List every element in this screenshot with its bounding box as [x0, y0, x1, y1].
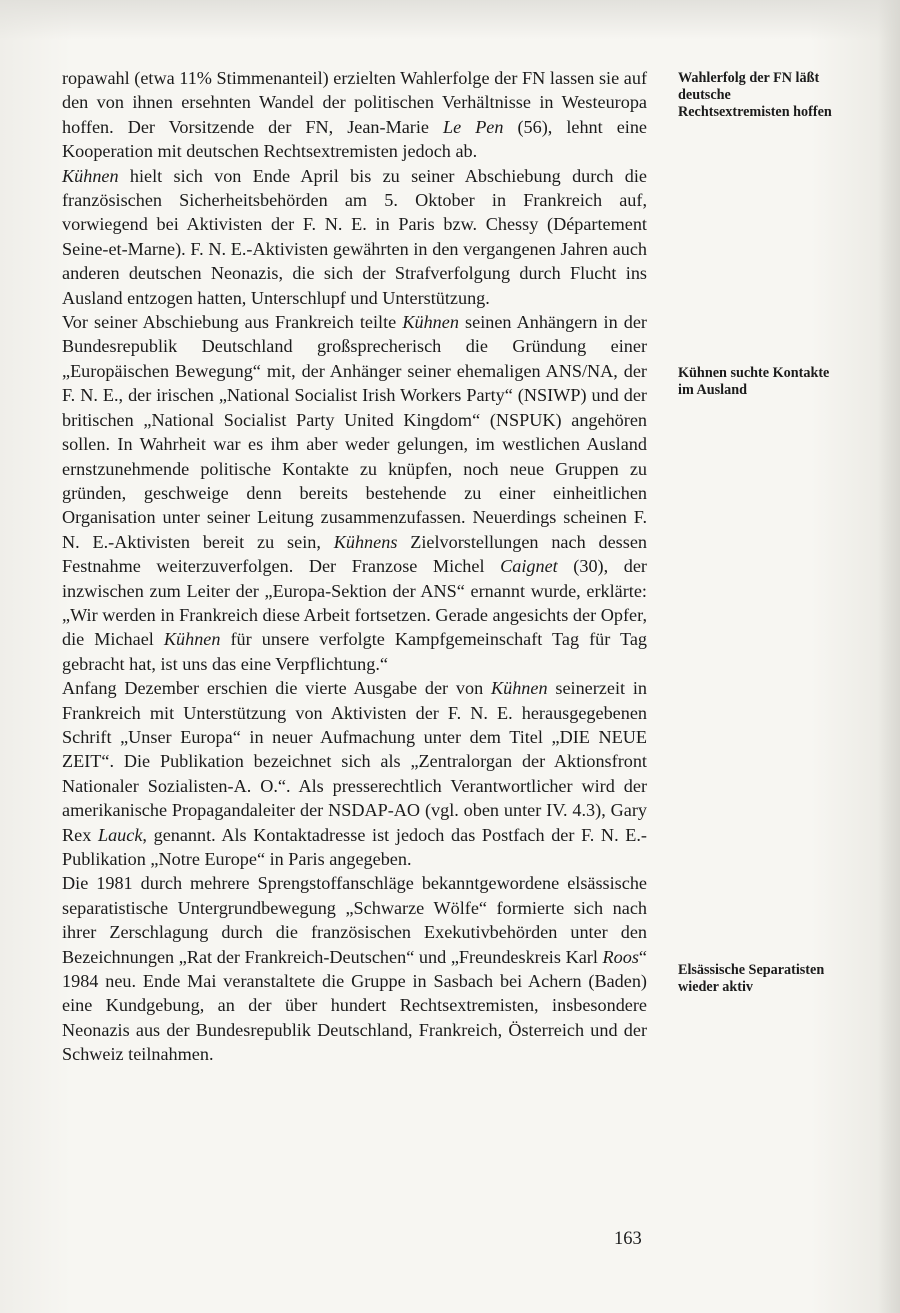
scan-shadow-right — [878, 0, 900, 1313]
text-run: Die 1981 durch mehrere Sprengstoffanschläge bekanntgewordene elsässische separatistische Untergrundbewegung „Schwarze Wölfe“ formierte sich nach ihrer Zerschlagung durch die französischen Exekutivbehörden unter den Bezeichnungen „Rat der Frankreich-Deutschen“ und „Freundeskreis Karl — [62, 873, 647, 967]
margin-note-separatisten: Elsässische Separatisten wieder aktiv — [678, 962, 825, 995]
text-run: “ 1984 neu. Ende Mai veranstaltete die Gruppe in Sasbach bei Achern (Baden) eine Kundgebung, an der über hundert Rechtsextremisten, insbesondere Neonazis aus der Bundesrepublik Deutschland, Frankreich, Österreich und der Schweiz teilnahmen. — [62, 946, 647, 1065]
scan-shadow-top — [0, 0, 900, 40]
margin-note-wahlerfolg: Wahlerfolg der FN läßt deutsche Rechtsextremisten hoffen — [678, 70, 832, 120]
page-number: 163 — [614, 1229, 642, 1249]
italic-name: Kühnen — [62, 165, 119, 186]
paragraph-kuehnen-frankreich — [62, 164, 647, 310]
text-run: seinen Anhängern in der Bundesrepublik Deutschland großsprecherisch die Gründung einer „Europäischen Bewegung“ mit, der Anhänger seiner ehemaligen ANS/NA, der F. N. E., der irischen „National Socialist Irish Workers Party“ (NSIWP) und der britischen „National Socialist Party United Kingdom“ (NSPUK) angehören sollen. In Wahrheit war es ihm aber weder gelungen, im westlichen Ausland ernstzunehmende politische Kontakte zu knüpfen, noch neue Gruppen zu gründen, geschweige denn bereits bestehende zu einer einheitlichen Organisation unter seiner Leitung zusammenzufassen. Neuerdings scheinen F. N. E.-Aktivisten bereit zu sein, — [62, 312, 647, 552]
italic-name: Kühnen — [490, 678, 548, 699]
text-run: für unsere verfolgte Kampfgemeinschaft Tag für Tag gebracht hat, ist uns das eine Verpflichtung.“ — [62, 629, 648, 674]
paragraph-neue-zeit — [62, 676, 647, 871]
text-run: Anfang Dezember erschien die vierte Ausgabe der von — [62, 678, 491, 699]
italic-name: Le Pen — [443, 116, 504, 137]
text-run: (30), der inzwischen zum Leiter der „Europa-Sektion der ANS“ ernannt wurde, erklärte: „Wir werden in Frankreich diese Arbeit fortsetzen. Gerade angesichts der Opfer, die Michael — [62, 556, 647, 650]
text-run: hielt sich von Ende April bis zu seiner Abschiebung durch die französischen Sicherheitsbehörden am 5. Oktober in Frankreich auf, vorwiegend bei Aktivisten der F. N. E. in Paris bzw. Chessy (Département Seine-et-Marne). F. N. E.-Aktivisten gewährten in den vergangenen Jahren auch anderen deutschen Neonazis, die sich der Strafverfolgung durch Flucht ins Ausland entzogen hatten, Unterschlupf und Unterstützung. — [62, 165, 647, 308]
italic-name: Caignet — [500, 556, 558, 577]
text-run: (56), lehnt eine Kooperation mit deutschen Rechtsextremisten jedoch ab. — [62, 116, 647, 162]
paragraph-europaeische-bewegung — [62, 310, 647, 676]
margin-note-kontakte: Kühnen suchte Kontakte im Ausland — [678, 365, 830, 398]
main-text-column — [62, 66, 647, 1067]
text-run: Vor seiner Abschiebung aus Frankreich teilte — [62, 312, 403, 333]
italic-name: Roos — [602, 946, 639, 967]
italic-name: Kühnen — [163, 629, 221, 650]
paragraph-wahlerfolg — [62, 66, 647, 164]
text-run: seinerzeit in Frankreich mit Unterstützung von Aktivisten der F. N. E. herausgegebenen Schrift „Unser Europa“ in neuer Aufmachung unter dem Titel „DIE NEUE ZEIT“. Die Publikation bezeichnet sich als „Zentralorgan der Aktionsfront Nationaler Sozialisten-A. O.“. Als presserechtlich Verantwortlicher wird der amerikanische Propagandaleiter der NSDAP-AO (vgl. oben unter IV. 4.3), Gary Rex — [62, 678, 647, 845]
text-run: ropawahl (etwa 11% Stimmenanteil) erzielten Wahlerfolge der FN lassen sie auf den von ihnen ersehnten Wandel der politischen Verhältnisse in Westeuropa hoffen. Der Vorsitzende der FN, Jean-Marie — [62, 68, 647, 137]
text-run: , genannt. Als Kontaktadresse ist jedoch das Postfach der F. N. E.-Publikation „Notre Europe“ in Paris angegeben. — [62, 824, 647, 869]
text-run: Zielvorstellungen nach dessen Festnahme weiterzuverfolgen. Der Franzose Michel — [62, 531, 647, 577]
italic-name: Kühnen — [402, 312, 459, 333]
italic-name: Kühnens — [333, 531, 398, 552]
paragraph-schwarze-woelfe — [62, 871, 647, 1066]
italic-name: Lauck — [97, 824, 143, 845]
